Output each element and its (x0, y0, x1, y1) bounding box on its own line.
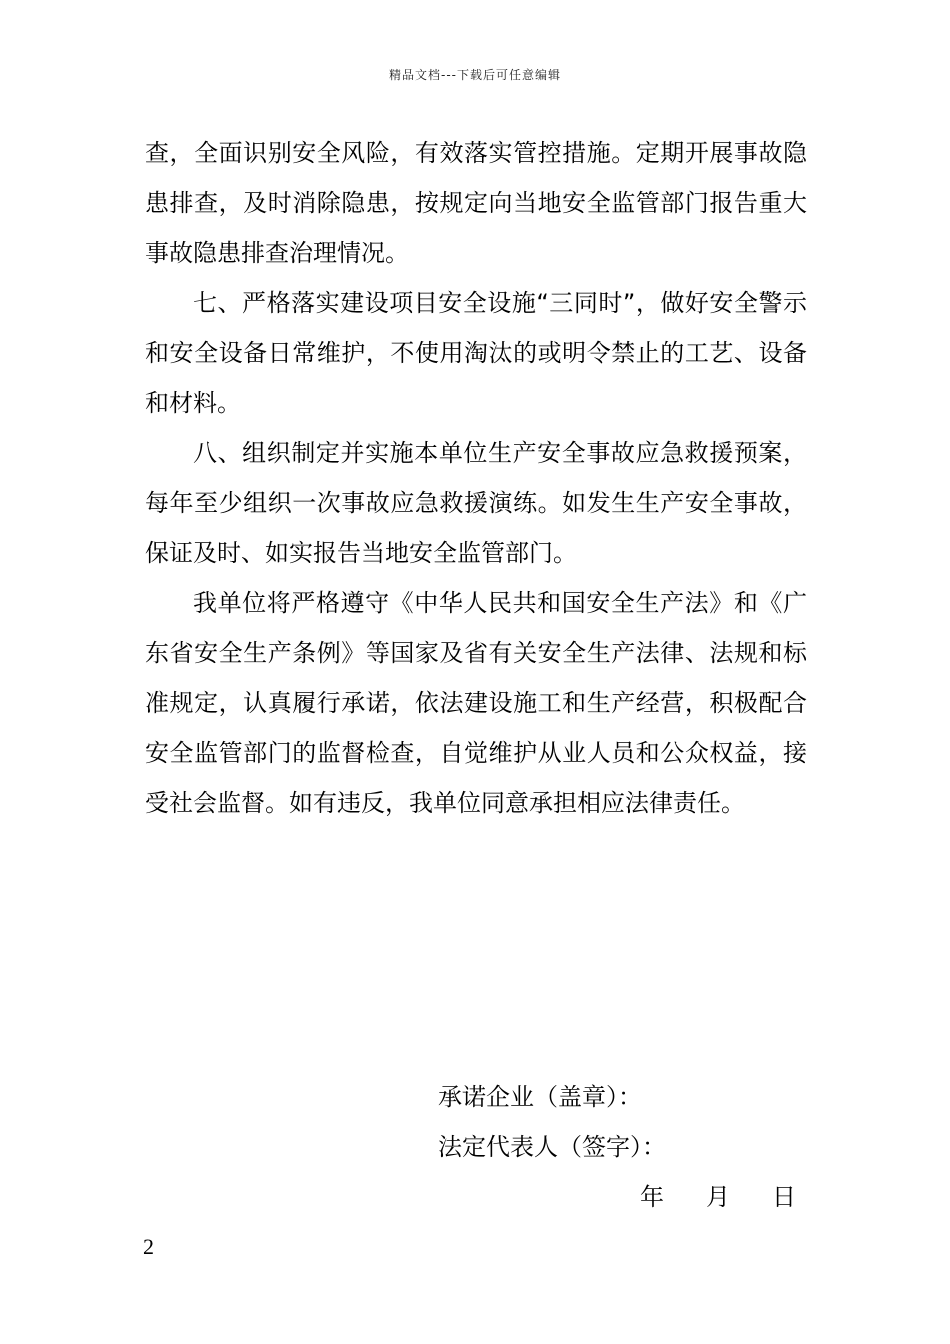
signature-representative-label: 法定代表人（签字）： (438, 1133, 666, 1161)
paragraph-item-seven: 七、严格落实建设项目安全设施“三同时”，做好安全警示和安全设备日常维护，不使用淘汰的或明令禁止的工艺、设备和材料。 (145, 289, 807, 417)
paragraph-item-eight: 八、组织制定并实施本单位生产安全事故应急救援预案，每年至少组织一次事故应急救援演练。如发生生产安全事故，保证及时、如实报告当地安全监管部门。 (145, 439, 807, 567)
signature-company-label: 承诺企业（盖章）： (438, 1083, 642, 1111)
paragraph-continuation: 查，全面识别安全风险，有效落实管控措施。定期开展事故隐患排查，及时消除隐患，按规定向当地安全监管部门报告重大事故隐患排查治理情况。 (145, 139, 807, 267)
page-number: 2 (143, 1234, 154, 1259)
date-month-label: 月 (706, 1183, 730, 1211)
signature-date (640, 1172, 796, 1222)
paragraph-commitment: 我单位将严格遵守《中华人民共和国安全生产法》和《广东省安全生产条例》等国家及省有关安全生产法律、法规和标准规定，认真履行承诺，依法建设施工和生产经营，积极配合安全监管部门的监督检查，自觉维护从业人员和公众权益，接受社会监督。如有违反，我单位同意承担相应法律责任。 (145, 589, 807, 817)
date-day-label: 日 (772, 1183, 796, 1211)
date-year-label: 年 (640, 1183, 664, 1211)
document-body (145, 128, 807, 828)
page-header: 精品文档---下载后可任意编辑 (389, 68, 561, 82)
